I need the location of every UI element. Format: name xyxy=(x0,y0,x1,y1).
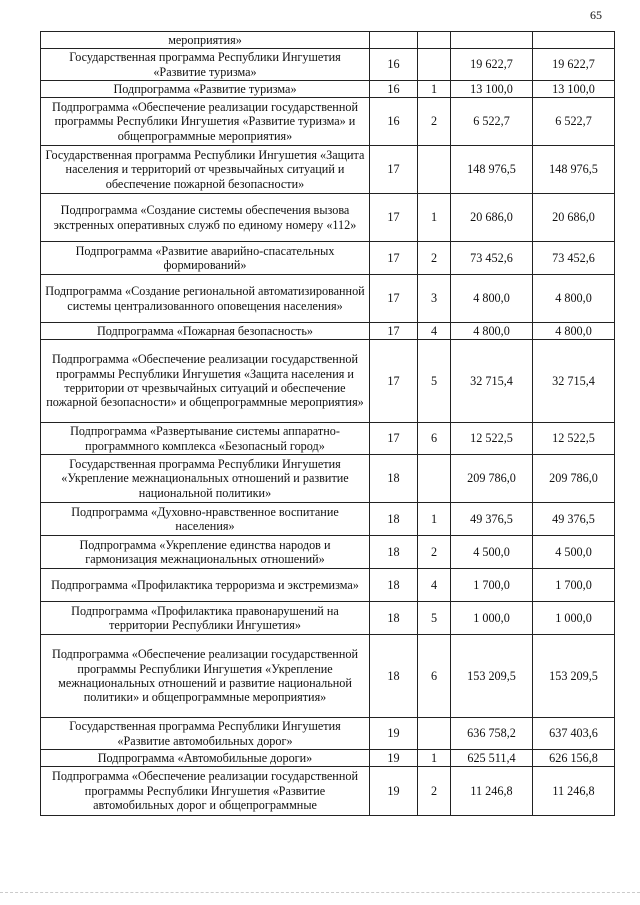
subprogram-code-cell xyxy=(418,32,451,49)
subprogram-code-cell: 3 xyxy=(418,275,451,323)
amount-year-2-cell: 13 100,0 xyxy=(533,81,615,98)
program-code-cell: 17 xyxy=(370,194,418,242)
amount-year-2-cell: 49 376,5 xyxy=(533,503,615,536)
subprogram-code-cell xyxy=(418,455,451,503)
program-code-cell: 17 xyxy=(370,323,418,340)
table-row xyxy=(41,602,615,635)
program-name-cell: Подпрограмма «Профилактика правонарушений на территории Республики Ингушетия» xyxy=(41,602,370,635)
amount-year-1-cell: 12 522,5 xyxy=(451,423,533,455)
program-name-cell: Подпрограмма «Обеспечение реализации государственной программы Республики Ингушетия «Развитие туризма» и общепрограммные мероприятия» xyxy=(41,98,370,146)
program-code-cell: 16 xyxy=(370,49,418,81)
amount-year-2-cell: 11 246,8 xyxy=(533,767,615,816)
program-name-cell: Подпрограмма «Развитие аварийно-спасательных формирований» xyxy=(41,242,370,275)
table-row xyxy=(41,750,615,767)
program-code-cell xyxy=(370,32,418,49)
subprogram-code-cell: 2 xyxy=(418,242,451,275)
table-row xyxy=(41,569,615,602)
amount-year-2-cell: 4 800,0 xyxy=(533,275,615,323)
amount-year-2-cell: 4 500,0 xyxy=(533,536,615,569)
program-code-cell: 19 xyxy=(370,750,418,767)
table-row xyxy=(41,536,615,569)
amount-year-2-cell: 73 452,6 xyxy=(533,242,615,275)
program-name-cell: Подпрограмма «Укрепление единства народов и гармонизация межнациональных отношений» xyxy=(41,536,370,569)
amount-year-1-cell xyxy=(451,32,533,49)
scan-bottom-edge xyxy=(0,892,640,899)
program-code-cell: 17 xyxy=(370,275,418,323)
page-number: 65 xyxy=(590,8,602,22)
program-code-cell: 17 xyxy=(370,146,418,194)
program-code-cell: 18 xyxy=(370,602,418,635)
program-code-cell: 18 xyxy=(370,569,418,602)
amount-year-1-cell: 73 452,6 xyxy=(451,242,533,275)
program-name-cell: Подпрограмма «Пожарная безопасность» xyxy=(41,323,370,340)
table-row xyxy=(41,81,615,98)
amount-year-2-cell: 12 522,5 xyxy=(533,423,615,455)
program-code-cell: 18 xyxy=(370,536,418,569)
program-name-cell: Государственная программа Республики Ингушетия «Защита населения и территорий от чрезвычайных ситуаций и обеспечение пожарной безопасности» xyxy=(41,146,370,194)
table-row xyxy=(41,275,615,323)
program-code-cell: 18 xyxy=(370,503,418,536)
program-name-cell: Подпрограмма «Создание региональной автоматизированной системы централизованного оповещения населения» xyxy=(41,275,370,323)
subprogram-code-cell: 6 xyxy=(418,423,451,455)
program-code-cell: 17 xyxy=(370,340,418,423)
table-row xyxy=(41,423,615,455)
table-row xyxy=(41,32,615,49)
amount-year-2-cell xyxy=(533,32,615,49)
program-name-cell: Подпрограмма «Развертывание системы аппаратно-программного комплекса «Безопасный город» xyxy=(41,423,370,455)
program-code-cell: 16 xyxy=(370,98,418,146)
program-name-cell: Подпрограмма «Духовно-нравственное воспитание населения» xyxy=(41,503,370,536)
amount-year-2-cell: 148 976,5 xyxy=(533,146,615,194)
subprogram-code-cell: 1 xyxy=(418,503,451,536)
program-code-cell: 18 xyxy=(370,635,418,718)
budget-table xyxy=(40,31,615,816)
amount-year-2-cell: 209 786,0 xyxy=(533,455,615,503)
subprogram-code-cell: 2 xyxy=(418,767,451,816)
amount-year-1-cell: 636 758,2 xyxy=(451,718,533,750)
subprogram-code-cell: 4 xyxy=(418,569,451,602)
table-row xyxy=(41,767,615,816)
subprogram-code-cell xyxy=(418,718,451,750)
amount-year-2-cell: 626 156,8 xyxy=(533,750,615,767)
subprogram-code-cell: 5 xyxy=(418,340,451,423)
table-row xyxy=(41,194,615,242)
table-row xyxy=(41,455,615,503)
program-code-cell: 18 xyxy=(370,455,418,503)
program-code-cell: 17 xyxy=(370,423,418,455)
table-row xyxy=(41,323,615,340)
amount-year-2-cell: 6 522,7 xyxy=(533,98,615,146)
amount-year-2-cell: 153 209,5 xyxy=(533,635,615,718)
amount-year-1-cell: 209 786,0 xyxy=(451,455,533,503)
program-name-cell: Подпрограмма «Обеспечение реализации государственной программы Республики Ингушетия «Развитие автомобильных дорог и общепрограммные xyxy=(41,767,370,816)
program-name-cell: Подпрограмма «Создание системы обеспечения вызова экстренных оперативных служб по единому номеру «112» xyxy=(41,194,370,242)
amount-year-1-cell: 148 976,5 xyxy=(451,146,533,194)
program-name-cell: Подпрограмма «Развитие туризма» xyxy=(41,81,370,98)
amount-year-1-cell: 49 376,5 xyxy=(451,503,533,536)
amount-year-1-cell: 32 715,4 xyxy=(451,340,533,423)
amount-year-1-cell: 625 511,4 xyxy=(451,750,533,767)
table-row xyxy=(41,503,615,536)
amount-year-1-cell: 13 100,0 xyxy=(451,81,533,98)
amount-year-1-cell: 4 500,0 xyxy=(451,536,533,569)
amount-year-2-cell: 19 622,7 xyxy=(533,49,615,81)
amount-year-1-cell: 19 622,7 xyxy=(451,49,533,81)
amount-year-2-cell: 637 403,6 xyxy=(533,718,615,750)
program-name-cell: Подпрограмма «Профилактика терроризма и экстремизма» xyxy=(41,569,370,602)
amount-year-2-cell: 20 686,0 xyxy=(533,194,615,242)
table-row xyxy=(41,340,615,423)
amount-year-1-cell: 153 209,5 xyxy=(451,635,533,718)
amount-year-2-cell: 1 700,0 xyxy=(533,569,615,602)
program-name-cell: Государственная программа Республики Ингушетия «Развитие туризма» xyxy=(41,49,370,81)
amount-year-1-cell: 1 000,0 xyxy=(451,602,533,635)
amount-year-1-cell: 20 686,0 xyxy=(451,194,533,242)
program-name-cell: Государственная программа Республики Ингушетия «Укрепление межнациональных отношений и развитие национальной политики» xyxy=(41,455,370,503)
amount-year-2-cell: 4 800,0 xyxy=(533,323,615,340)
amount-year-1-cell: 6 522,7 xyxy=(451,98,533,146)
program-name-cell: Подпрограмма «Обеспечение реализации государственной программы Республики Ингушетия «Укрепление межнациональных отношений и развитие национальной политики» и общепрограммные мероприятия» xyxy=(41,635,370,718)
table-row xyxy=(41,146,615,194)
subprogram-code-cell: 1 xyxy=(418,81,451,98)
subprogram-code-cell: 1 xyxy=(418,194,451,242)
subprogram-code-cell: 4 xyxy=(418,323,451,340)
table-row xyxy=(41,49,615,81)
subprogram-code-cell xyxy=(418,146,451,194)
amount-year-1-cell: 11 246,8 xyxy=(451,767,533,816)
amount-year-2-cell: 32 715,4 xyxy=(533,340,615,423)
program-code-cell: 16 xyxy=(370,81,418,98)
subprogram-code-cell xyxy=(418,49,451,81)
subprogram-code-cell: 2 xyxy=(418,98,451,146)
subprogram-code-cell: 1 xyxy=(418,750,451,767)
table-row xyxy=(41,242,615,275)
amount-year-1-cell: 4 800,0 xyxy=(451,275,533,323)
amount-year-1-cell: 1 700,0 xyxy=(451,569,533,602)
subprogram-code-cell: 2 xyxy=(418,536,451,569)
amount-year-2-cell: 1 000,0 xyxy=(533,602,615,635)
program-code-cell: 17 xyxy=(370,242,418,275)
program-name-cell: Подпрограмма «Автомобильные дороги» xyxy=(41,750,370,767)
program-code-cell: 19 xyxy=(370,767,418,816)
program-name-cell: мероприятия» xyxy=(41,32,370,49)
program-name-cell: Государственная программа Республики Ингушетия «Развитие автомобильных дорог» xyxy=(41,718,370,750)
table-row xyxy=(41,718,615,750)
program-code-cell: 19 xyxy=(370,718,418,750)
table-row xyxy=(41,635,615,718)
program-name-cell: Подпрограмма «Обеспечение реализации государственной программы Республики Ингушетия «Защита населения и территории от чрезвычайных ситуаций и обеспечение пожарной безопасности» и общепрограммные мероприятия» xyxy=(41,340,370,423)
subprogram-code-cell: 6 xyxy=(418,635,451,718)
amount-year-1-cell: 4 800,0 xyxy=(451,323,533,340)
subprogram-code-cell: 5 xyxy=(418,602,451,635)
budget-table-body xyxy=(41,32,615,816)
table-row xyxy=(41,98,615,146)
